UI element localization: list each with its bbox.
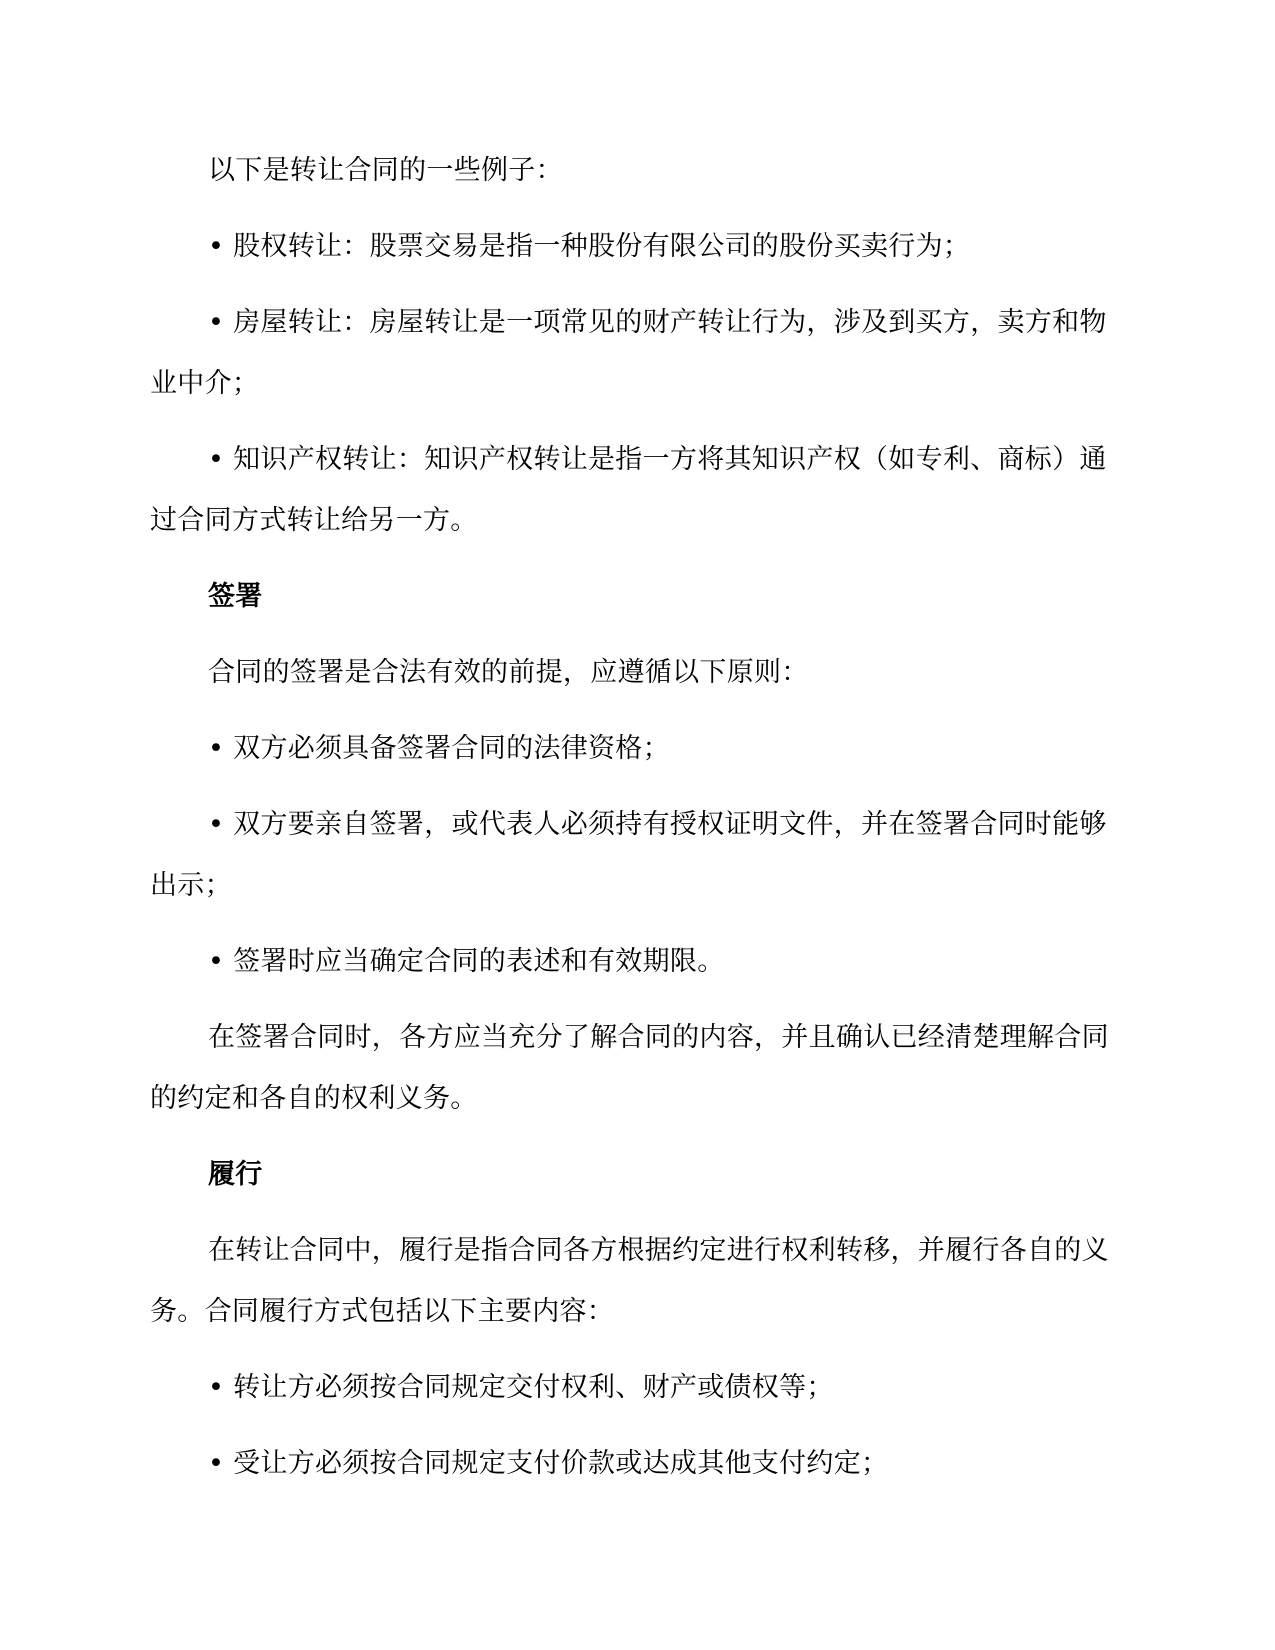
bullet-transferee-payment: • 受让方必须按合同规定支付价款或达成其他支付约定； [208, 1448, 889, 1479]
intro-paragraph: 以下是转让合同的一些例子： [208, 155, 563, 186]
bullet-term-definition: • 签署时应当确定合同的表述和有效期限。 [208, 946, 725, 977]
section-heading-performance: 履行 [208, 1159, 263, 1190]
bullet-house-transfer: • 房屋转让：房屋转让是一项常见的财产转让行为，涉及到买方，卖方和物业中介； [150, 307, 1107, 399]
document-body [150, 140, 1110, 1509]
bullet-legal-qualification: • 双方必须具备签署合同的法律资格； [208, 733, 670, 764]
bullet-transferor-delivery: • 转让方必须按合同规定交付权利、财产或债权等； [208, 1372, 834, 1403]
section-heading-signing: 签署 [208, 581, 263, 612]
bullet-personal-signing: • 双方要亲自签署，或代表人必须持有授权证明文件，并在签署合同时能够出示； [150, 809, 1107, 901]
performance-intro-paragraph: 在转让合同中，履行是指合同各方根据约定进行权利转移，并履行各自的义务。合同履行方式包括以下主要内容： [150, 1235, 1109, 1327]
bullet-ip-transfer: • 知识产权转让：知识产权转让是指一方将其知识产权（如专利、商标）通过合同方式转让给另一方。 [150, 444, 1107, 536]
bullet-equity-transfer: • 股权转让：股票交易是指一种股份有限公司的股份买卖行为； [208, 231, 971, 262]
signing-summary-paragraph: 在签署合同时，各方应当充分了解合同的内容，并且确认已经清楚理解合同的约定和各自的权利义务。 [150, 1022, 1109, 1114]
signing-intro-paragraph: 合同的签署是合法有效的前提，应遵循以下原则： [208, 657, 809, 688]
